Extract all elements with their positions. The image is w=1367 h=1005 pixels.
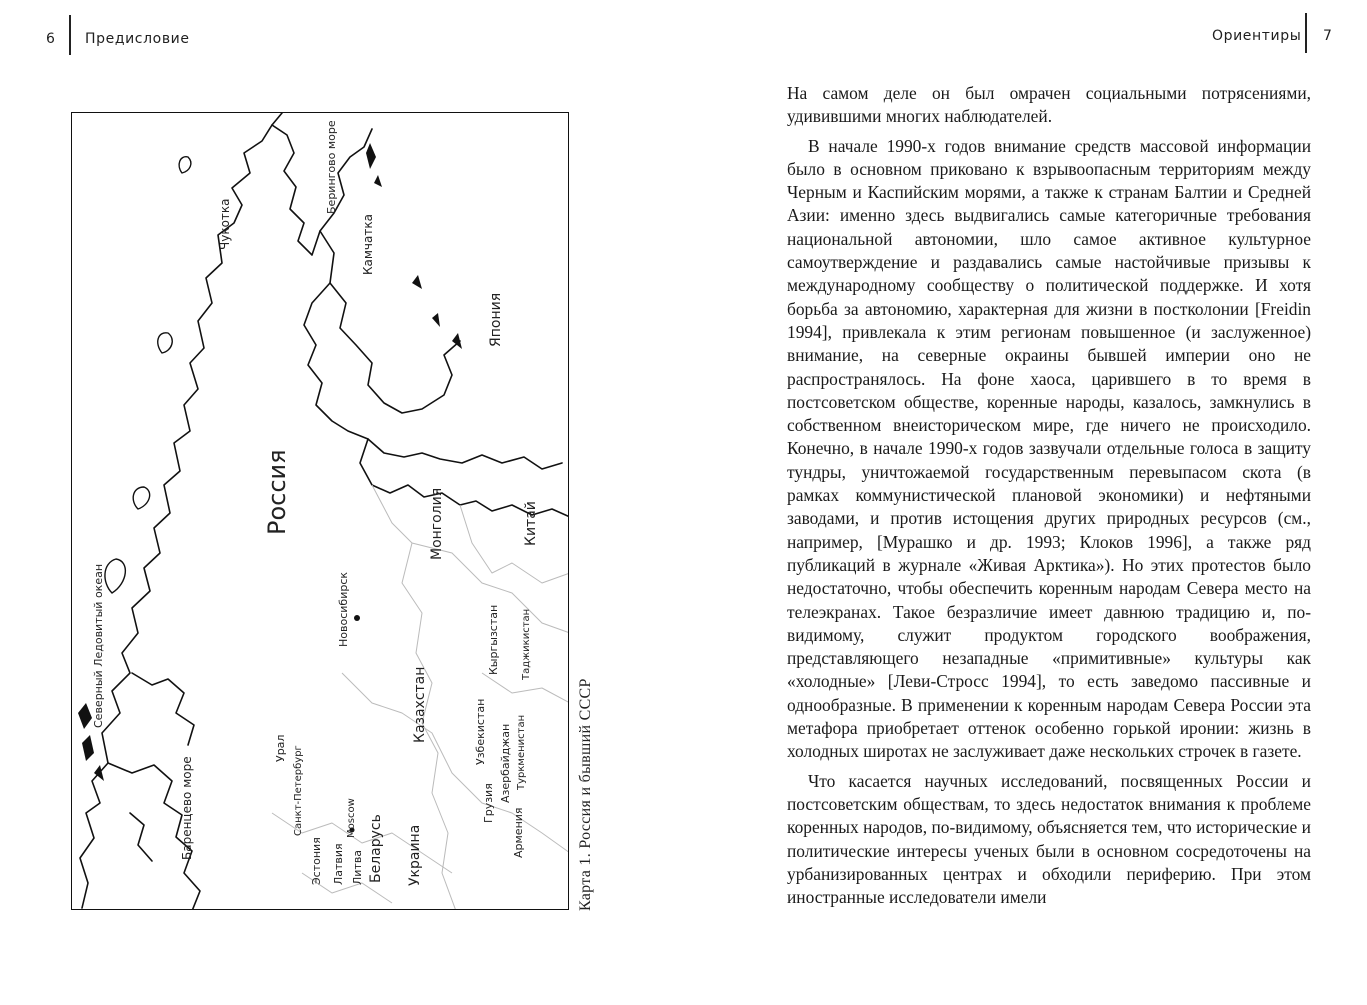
map-label-estonia: Эстония	[310, 837, 323, 885]
paragraph-3: Что касается научных исследований, посвященных России и постсоветским обществам, то здесь недостаток внимания к проблеме коренных народов, по-видимому, объясняется тем, что исторические и политические интересы ученых были в основном сосредоточены на урбанизированных центрах и обходили периферию. При этом иностранные исследователи имели	[787, 770, 1311, 908]
paragraph-2: В начале 1990-х годов внимание средств массовой информации было в основном приковано к взрывоопасным территориям между Черным и Каспийским морями, а также к странам Балтии и Средней Азии: именно здесь выдвигались самые категоричные требования национальной автономии, шло самое активное культурное самоутверждение и раздавались самые настойчивые призывы к международному сообществу о политической поддержке. И хотя борьба за автономию, характерная для жизни в постколонии [Freidin 1994], привлекала к этим регионам повышенное (и заслуженное) внимание, на северные окраины бывшей империи оно не распространялось. На фоне хаоса, царившего в то время в постсоветском обществе, коренные народы, казалось, замкнулись в собственном внеисторическом мире, где ничего не происходило. Конечно, в начале 1990-х годов зазвучали отдельные голоса в защиту тундры, уничтожаемой государственным перевыпасом скота (в рамках коммунистической плановой экономики) и нефтяными заводами, и против истощения других природных ресурсов (см., например, [Мурашко и др. 1993; Клоков 1996], а также ряд публикаций в журнале «Живая Арктика»). Но этих протестов было недостаточно, чтобы обеспечить коренным народам Севера место на телеэкранах. Такое безразличие имеет давнюю традицию и, по-видимому, служит продуктом городского воображения, представляющего незападные «примитивные» культуры как «холодные» [Леви-Стросс 1994], то есть заведомо пассивные и однообразные. В применении к коренным народам Севера России эта метафора приобретает оттенок особенно горькой иронии: жизнь в холодных широтах не заслуживает даже нескольких строчек в газете.	[787, 135, 1311, 762]
map-label-ukraine: Украина	[407, 824, 423, 886]
map-label-ural: Урал	[274, 734, 287, 762]
body-text	[787, 82, 1311, 915]
map-label-barents-sea: Баренцево море	[180, 756, 194, 860]
map-label-japan: Япония	[488, 292, 504, 347]
map-label-latvia: Латвия	[332, 843, 345, 885]
left-header-divider	[69, 15, 71, 55]
left-page-number: 6	[46, 31, 56, 47]
map-label-georgia: Грузия	[482, 783, 495, 823]
map-label-chukotka: Чукотка	[218, 198, 232, 250]
map-caption: Карта 1. Россия и бывший СССР	[577, 678, 594, 911]
map-label-kamchatka: Камчатка	[361, 214, 375, 275]
map-label-arctic-ocean: Северный Ледовитый океан	[92, 563, 105, 728]
map-label-lithuania: Литва	[351, 849, 364, 885]
map-label-bering-sea: Берингово море	[325, 120, 338, 214]
map-label-kyrgyzstan: Кыргызстан	[487, 604, 500, 675]
map-label-turkmenistan: Туркменистан	[516, 714, 527, 790]
novosibirsk-dot	[354, 615, 360, 621]
right-running-header: Ориентиры	[1212, 28, 1302, 44]
map-label-belarus: Беларусь	[368, 814, 384, 883]
map-label-tajikistan: Таджикистан	[521, 608, 532, 680]
paragraph-1: На самом деле он был омрачен социальными потрясениями, удивившими многих наблюдателей.	[787, 83, 1311, 127]
map-label-uzbekistan: Узбекистан	[474, 698, 487, 765]
left-running-header: Предисловие	[85, 31, 190, 47]
map-label-china: Китай	[523, 501, 539, 546]
map-label-kazakhstan: Казахстан	[412, 666, 428, 743]
map-label-russia: Россия	[263, 449, 291, 535]
map-label-armenia: Армения	[512, 807, 525, 858]
right-header-divider	[1305, 13, 1307, 53]
map-label-novosibirsk: Новосибирск	[337, 571, 350, 647]
map-label-moscow: Moscow	[346, 798, 357, 838]
map-label-mongolia: Монголия	[429, 487, 445, 560]
map-label-azerbaijan: Азербайджан	[499, 723, 512, 803]
map-label-saint-petersburg: Санкт-Петербург	[293, 745, 304, 836]
right-page-number: 7	[1323, 28, 1333, 44]
